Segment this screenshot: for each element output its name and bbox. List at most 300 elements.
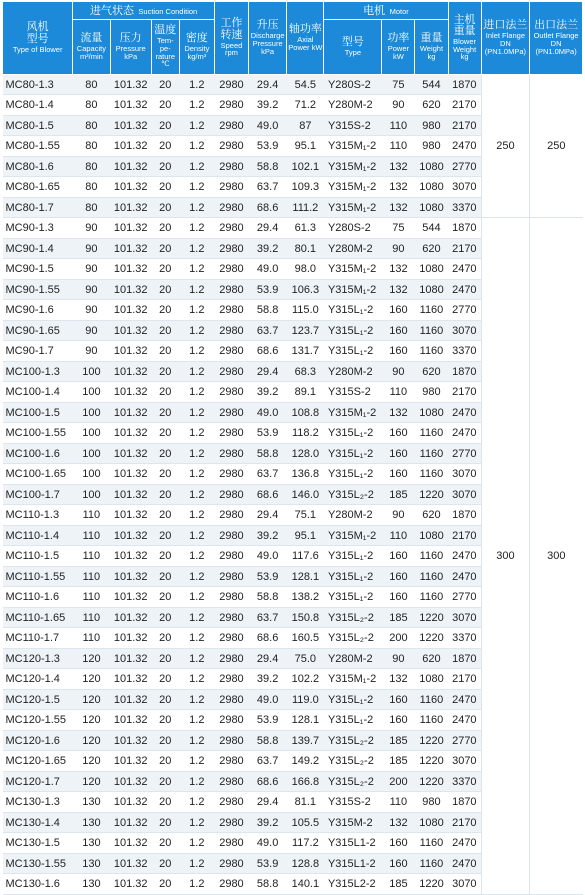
- density-cell: 1.2: [179, 300, 214, 321]
- speed-cell: 2980: [214, 710, 248, 731]
- blower-weight-cell: 3070: [448, 874, 481, 895]
- speed-cell: 2980: [214, 177, 248, 198]
- pressure-cell: 101.32: [110, 833, 151, 854]
- motor-power-cell: 90: [382, 505, 415, 526]
- capacity-cell: 110: [73, 587, 110, 608]
- speed-cell: 2980: [214, 402, 248, 423]
- capacity-cell: 120: [73, 730, 110, 751]
- discharge-pressure-cell: 29.4: [249, 218, 287, 239]
- motor-power-cell: 90: [382, 361, 415, 382]
- discharge-pressure-cell: 63.7: [249, 320, 287, 341]
- capacity-cell: 130: [73, 874, 110, 895]
- motor-power-cell: 160: [382, 853, 415, 874]
- model-cell: MC120-1.4: [3, 669, 73, 690]
- motor-power-cell: 160: [382, 300, 415, 321]
- motor-power-cell: 132: [382, 279, 415, 300]
- motor-power-cell: 185: [382, 607, 415, 628]
- discharge-pressure-cell: 53.9: [249, 279, 287, 300]
- speed-cell: 2980: [214, 115, 248, 136]
- motor-type-cell: Y315L₂-2: [324, 607, 382, 628]
- capacity-cell: 80: [73, 197, 110, 218]
- speed-cell: 2980: [214, 341, 248, 362]
- axial-power-cell: 119.0: [287, 689, 324, 710]
- col-motor-power: 功率 Power kW: [382, 19, 415, 74]
- pressure-cell: 101.32: [110, 648, 151, 669]
- temperature-cell: 20: [151, 730, 179, 751]
- col-density: 密度 Density kg/m³: [179, 19, 214, 74]
- temperature-cell: 20: [151, 95, 179, 116]
- motor-power-cell: 90: [382, 95, 415, 116]
- model-cell: MC120-1.7: [3, 771, 73, 792]
- motor-weight-cell: 1160: [415, 443, 448, 464]
- density-cell: 1.2: [179, 730, 214, 751]
- capacity-cell: 120: [73, 771, 110, 792]
- motor-weight-cell: 1080: [415, 279, 448, 300]
- blower-weight-cell: 2470: [448, 566, 481, 587]
- motor-weight-cell: 1160: [415, 587, 448, 608]
- axial-power-cell: 150.8: [287, 607, 324, 628]
- capacity-cell: 110: [73, 525, 110, 546]
- pressure-cell: 101.32: [110, 525, 151, 546]
- temperature-cell: 20: [151, 607, 179, 628]
- discharge-pressure-cell: 68.6: [249, 484, 287, 505]
- axial-power-cell: 138.2: [287, 587, 324, 608]
- blower-weight-cell: 2470: [448, 136, 481, 157]
- model-cell: MC90-1.5: [3, 259, 73, 280]
- model-cell: MC80-1.55: [3, 136, 73, 157]
- density-cell: 1.2: [179, 587, 214, 608]
- pressure-cell: 101.32: [110, 218, 151, 239]
- axial-power-cell: 89.1: [287, 382, 324, 403]
- motor-weight-cell: 1160: [415, 320, 448, 341]
- capacity-cell: 130: [73, 833, 110, 854]
- motor-power-cell: 132: [382, 156, 415, 177]
- table-body: [3, 74, 583, 894]
- temperature-cell: 20: [151, 628, 179, 649]
- capacity-cell: 130: [73, 792, 110, 813]
- model-cell: MC100-1.55: [3, 423, 73, 444]
- model-cell: MC80-1.3: [3, 74, 73, 95]
- motor-power-cell: 132: [382, 402, 415, 423]
- motor-power-cell: 110: [382, 115, 415, 136]
- motor-power-cell: 160: [382, 689, 415, 710]
- motor-weight-cell: 1220: [415, 730, 448, 751]
- capacity-cell: 110: [73, 628, 110, 649]
- discharge-pressure-cell: 68.6: [249, 197, 287, 218]
- speed-cell: 2980: [214, 197, 248, 218]
- motor-type-cell: Y315M₁-2: [324, 669, 382, 690]
- motor-weight-cell: 1220: [415, 751, 448, 772]
- axial-power-cell: 102.2: [287, 669, 324, 690]
- axial-power-cell: 109.3: [287, 177, 324, 198]
- motor-type-cell: Y315L1-2: [324, 833, 382, 854]
- motor-weight-cell: 1220: [415, 771, 448, 792]
- motor-power-cell: 160: [382, 464, 415, 485]
- speed-cell: 2980: [214, 812, 248, 833]
- model-cell: MC80-1.7: [3, 197, 73, 218]
- temperature-cell: 20: [151, 833, 179, 854]
- pressure-cell: 101.32: [110, 730, 151, 751]
- discharge-pressure-cell: 53.9: [249, 136, 287, 157]
- density-cell: 1.2: [179, 607, 214, 628]
- pressure-cell: 101.32: [110, 115, 151, 136]
- blower-weight-cell: 2470: [448, 279, 481, 300]
- motor-type-cell: Y315S-2: [324, 792, 382, 813]
- model-cell: MC80-1.6: [3, 156, 73, 177]
- capacity-cell: 100: [73, 402, 110, 423]
- blower-weight-cell: 3370: [448, 341, 481, 362]
- axial-power-cell: 80.1: [287, 238, 324, 259]
- capacity-cell: 110: [73, 505, 110, 526]
- blower-weight-cell: 2470: [448, 402, 481, 423]
- motor-power-cell: 185: [382, 751, 415, 772]
- motor-power-cell: 200: [382, 771, 415, 792]
- blower-weight-cell: 2170: [448, 238, 481, 259]
- density-cell: 1.2: [179, 874, 214, 895]
- motor-power-cell: 160: [382, 443, 415, 464]
- temperature-cell: 20: [151, 587, 179, 608]
- model-cell: MC80-1.4: [3, 95, 73, 116]
- motor-power-cell: 160: [382, 546, 415, 567]
- motor-power-cell: 185: [382, 730, 415, 751]
- motor-power-cell: 185: [382, 484, 415, 505]
- pressure-cell: 101.32: [110, 402, 151, 423]
- speed-cell: 2980: [214, 279, 248, 300]
- density-cell: 1.2: [179, 792, 214, 813]
- speed-cell: 2980: [214, 136, 248, 157]
- density-cell: 1.2: [179, 833, 214, 854]
- motor-power-cell: 200: [382, 628, 415, 649]
- temperature-cell: 20: [151, 115, 179, 136]
- pressure-cell: 101.32: [110, 300, 151, 321]
- axial-power-cell: 71.2: [287, 95, 324, 116]
- outlet-flange-cell: 300: [530, 218, 583, 895]
- pressure-cell: 101.32: [110, 95, 151, 116]
- discharge-pressure-cell: 49.0: [249, 402, 287, 423]
- temperature-cell: 20: [151, 771, 179, 792]
- capacity-cell: 110: [73, 546, 110, 567]
- pressure-cell: 101.32: [110, 771, 151, 792]
- motor-power-cell: 110: [382, 136, 415, 157]
- discharge-pressure-cell: 68.6: [249, 628, 287, 649]
- motor-weight-cell: 544: [415, 218, 448, 239]
- motor-type-cell: Y315L₂-2: [324, 730, 382, 751]
- motor-weight-cell: 1080: [415, 669, 448, 690]
- speed-cell: 2980: [214, 546, 248, 567]
- motor-power-cell: 132: [382, 812, 415, 833]
- model-cell: MC90-1.55: [3, 279, 73, 300]
- speed-cell: 2980: [214, 505, 248, 526]
- blower-weight-cell: 1870: [448, 218, 481, 239]
- speed-cell: 2980: [214, 566, 248, 587]
- table-row: [3, 218, 583, 239]
- model-cell: MC120-1.6: [3, 730, 73, 751]
- blower-weight-cell: 2470: [448, 833, 481, 854]
- capacity-cell: 120: [73, 648, 110, 669]
- blower-weight-cell: 2770: [448, 443, 481, 464]
- pressure-cell: 101.32: [110, 628, 151, 649]
- motor-type-cell: Y315L₁-2: [324, 464, 382, 485]
- discharge-pressure-cell: 63.7: [249, 177, 287, 198]
- blower-weight-cell: 2770: [448, 156, 481, 177]
- capacity-cell: 90: [73, 300, 110, 321]
- motor-weight-cell: 1080: [415, 177, 448, 198]
- speed-cell: 2980: [214, 730, 248, 751]
- axial-power-cell: 95.1: [287, 136, 324, 157]
- motor-type-cell: Y315L₁-2: [324, 587, 382, 608]
- speed-cell: 2980: [214, 300, 248, 321]
- density-cell: 1.2: [179, 525, 214, 546]
- capacity-cell: 90: [73, 341, 110, 362]
- pressure-cell: 101.32: [110, 238, 151, 259]
- discharge-pressure-cell: 58.8: [249, 156, 287, 177]
- capacity-cell: 110: [73, 566, 110, 587]
- density-cell: 1.2: [179, 484, 214, 505]
- pressure-cell: 101.32: [110, 423, 151, 444]
- blower-weight-cell: 2470: [448, 546, 481, 567]
- density-cell: 1.2: [179, 136, 214, 157]
- motor-weight-cell: 1160: [415, 833, 448, 854]
- motor-power-cell: 132: [382, 259, 415, 280]
- motor-power-cell: 160: [382, 320, 415, 341]
- temperature-cell: 20: [151, 874, 179, 895]
- discharge-pressure-cell: 39.2: [249, 382, 287, 403]
- pressure-cell: 101.32: [110, 484, 151, 505]
- motor-type-cell: Y315M₁-2: [324, 402, 382, 423]
- motor-type-cell: Y315L₂-2: [324, 771, 382, 792]
- motor-type-cell: Y315L₁-2: [324, 689, 382, 710]
- motor-weight-cell: 1160: [415, 689, 448, 710]
- capacity-cell: 100: [73, 484, 110, 505]
- temperature-cell: 20: [151, 423, 179, 444]
- axial-power-cell: 108.8: [287, 402, 324, 423]
- table-header: [3, 2, 583, 75]
- blower-weight-cell: 2170: [448, 669, 481, 690]
- temperature-cell: 20: [151, 546, 179, 567]
- pressure-cell: 101.32: [110, 197, 151, 218]
- motor-weight-cell: 1160: [415, 300, 448, 321]
- discharge-pressure-cell: 53.9: [249, 853, 287, 874]
- temperature-cell: 20: [151, 669, 179, 690]
- axial-power-cell: 115.0: [287, 300, 324, 321]
- discharge-pressure-cell: 63.7: [249, 751, 287, 772]
- inlet-flange-cell: 300: [481, 218, 530, 895]
- blower-weight-cell: 2170: [448, 382, 481, 403]
- motor-weight-cell: 1220: [415, 628, 448, 649]
- speed-cell: 2980: [214, 423, 248, 444]
- discharge-pressure-cell: 39.2: [249, 669, 287, 690]
- temperature-cell: 20: [151, 136, 179, 157]
- capacity-cell: 90: [73, 259, 110, 280]
- pressure-cell: 101.32: [110, 443, 151, 464]
- density-cell: 1.2: [179, 218, 214, 239]
- density-cell: 1.2: [179, 546, 214, 567]
- discharge-pressure-cell: 39.2: [249, 238, 287, 259]
- motor-type-cell: Y315L₁-2: [324, 423, 382, 444]
- model-cell: MC90-1.4: [3, 238, 73, 259]
- axial-power-cell: 128.8: [287, 853, 324, 874]
- model-cell: MC90-1.65: [3, 320, 73, 341]
- pressure-cell: 101.32: [110, 792, 151, 813]
- blower-weight-cell: 2770: [448, 300, 481, 321]
- blower-weight-cell: 3070: [448, 751, 481, 772]
- col-group-suction-condition: 进气状态 Suction Condition: [73, 2, 215, 20]
- motor-type-cell: Y280M-2: [324, 238, 382, 259]
- motor-type-cell: Y315L1-2: [324, 853, 382, 874]
- temperature-cell: 20: [151, 382, 179, 403]
- model-cell: MC130-1.3: [3, 792, 73, 813]
- speed-cell: 2980: [214, 833, 248, 854]
- model-cell: MC110-1.7: [3, 628, 73, 649]
- axial-power-cell: 117.2: [287, 833, 324, 854]
- motor-weight-cell: 620: [415, 238, 448, 259]
- col-capacity: 流量 Capacity m³/min: [73, 19, 110, 74]
- model-cell: MC100-1.7: [3, 484, 73, 505]
- col-speed: 工作 转速 Speed rpm: [214, 2, 248, 75]
- temperature-cell: 20: [151, 443, 179, 464]
- motor-weight-cell: 1080: [415, 156, 448, 177]
- density-cell: 1.2: [179, 464, 214, 485]
- pressure-cell: 101.32: [110, 74, 151, 95]
- axial-power-cell: 75.0: [287, 648, 324, 669]
- motor-type-cell: Y315L₁-2: [324, 443, 382, 464]
- capacity-cell: 90: [73, 218, 110, 239]
- speed-cell: 2980: [214, 484, 248, 505]
- pressure-cell: 101.32: [110, 279, 151, 300]
- speed-cell: 2980: [214, 238, 248, 259]
- density-cell: 1.2: [179, 177, 214, 198]
- motor-type-cell: Y315L₂-2: [324, 628, 382, 649]
- motor-type-cell: Y315M₁-2: [324, 156, 382, 177]
- table-row: [3, 74, 583, 95]
- model-cell: MC80-1.5: [3, 115, 73, 136]
- capacity-cell: 100: [73, 464, 110, 485]
- temperature-cell: 20: [151, 853, 179, 874]
- speed-cell: 2980: [214, 587, 248, 608]
- blower-weight-cell: 3070: [448, 320, 481, 341]
- discharge-pressure-cell: 58.8: [249, 300, 287, 321]
- capacity-cell: 100: [73, 382, 110, 403]
- capacity-cell: 130: [73, 812, 110, 833]
- capacity-cell: 80: [73, 156, 110, 177]
- model-cell: MC80-1.65: [3, 177, 73, 198]
- blower-weight-cell: 2170: [448, 812, 481, 833]
- temperature-cell: 20: [151, 320, 179, 341]
- axial-power-cell: 117.6: [287, 546, 324, 567]
- pressure-cell: 101.32: [110, 607, 151, 628]
- motor-weight-cell: 1160: [415, 853, 448, 874]
- speed-cell: 2980: [214, 218, 248, 239]
- motor-type-cell: Y315M₁-2: [324, 279, 382, 300]
- capacity-cell: 120: [73, 669, 110, 690]
- pressure-cell: 101.32: [110, 177, 151, 198]
- capacity-cell: 80: [73, 136, 110, 157]
- axial-power-cell: 140.1: [287, 874, 324, 895]
- pressure-cell: 101.32: [110, 566, 151, 587]
- col-blower-type: 风机 型号 Type of Blower: [3, 2, 73, 75]
- motor-type-cell: Y280M-2: [324, 505, 382, 526]
- discharge-pressure-cell: 29.4: [249, 74, 287, 95]
- discharge-pressure-cell: 49.0: [249, 115, 287, 136]
- motor-type-cell: Y315L₁-2: [324, 300, 382, 321]
- temperature-cell: 20: [151, 74, 179, 95]
- blower-weight-cell: 3370: [448, 197, 481, 218]
- model-cell: MC110-1.65: [3, 607, 73, 628]
- motor-power-cell: 132: [382, 197, 415, 218]
- blower-weight-cell: 3370: [448, 771, 481, 792]
- axial-power-cell: 136.8: [287, 464, 324, 485]
- pressure-cell: 101.32: [110, 259, 151, 280]
- discharge-pressure-cell: 58.8: [249, 587, 287, 608]
- motor-weight-cell: 620: [415, 95, 448, 116]
- motor-type-cell: Y315L₁-2: [324, 710, 382, 731]
- blower-weight-cell: 1870: [448, 74, 481, 95]
- capacity-cell: 120: [73, 710, 110, 731]
- capacity-cell: 90: [73, 320, 110, 341]
- capacity-cell: 80: [73, 74, 110, 95]
- temperature-cell: 20: [151, 648, 179, 669]
- density-cell: 1.2: [179, 443, 214, 464]
- temperature-cell: 20: [151, 279, 179, 300]
- model-cell: MC120-1.65: [3, 751, 73, 772]
- temperature-cell: 20: [151, 484, 179, 505]
- axial-power-cell: 106.3: [287, 279, 324, 300]
- motor-power-cell: 160: [382, 833, 415, 854]
- speed-cell: 2980: [214, 628, 248, 649]
- pressure-cell: 101.32: [110, 361, 151, 382]
- motor-power-cell: 90: [382, 238, 415, 259]
- motor-type-cell: Y315M-2: [324, 812, 382, 833]
- blower-weight-cell: 1870: [448, 792, 481, 813]
- motor-type-cell: Y315M₁-2: [324, 197, 382, 218]
- discharge-pressure-cell: 63.7: [249, 607, 287, 628]
- capacity-cell: 120: [73, 751, 110, 772]
- model-cell: MC110-1.5: [3, 546, 73, 567]
- col-blower-weight: 主机 重量 Blower Weight kg: [448, 2, 481, 75]
- axial-power-cell: 81.1: [287, 792, 324, 813]
- speed-cell: 2980: [214, 443, 248, 464]
- temperature-cell: 20: [151, 710, 179, 731]
- col-outlet-flange: 出口法兰 Outlet Flange DN (PN1.0MPa): [530, 2, 583, 75]
- blower-weight-cell: 2470: [448, 689, 481, 710]
- model-cell: MC90-1.6: [3, 300, 73, 321]
- discharge-pressure-cell: 39.2: [249, 95, 287, 116]
- capacity-cell: 100: [73, 361, 110, 382]
- motor-power-cell: 110: [382, 382, 415, 403]
- blower-weight-cell: 2170: [448, 525, 481, 546]
- motor-weight-cell: 1160: [415, 423, 448, 444]
- axial-power-cell: 160.5: [287, 628, 324, 649]
- density-cell: 1.2: [179, 566, 214, 587]
- discharge-pressure-cell: 53.9: [249, 566, 287, 587]
- discharge-pressure-cell: 58.8: [249, 443, 287, 464]
- motor-type-cell: Y315M₁-2: [324, 259, 382, 280]
- discharge-pressure-cell: 58.8: [249, 874, 287, 895]
- motor-power-cell: 160: [382, 587, 415, 608]
- temperature-cell: 20: [151, 197, 179, 218]
- pressure-cell: 101.32: [110, 669, 151, 690]
- col-motor-weight: 重量 Weight kg: [415, 19, 448, 74]
- model-cell: MC110-1.55: [3, 566, 73, 587]
- speed-cell: 2980: [214, 382, 248, 403]
- axial-power-cell: 128.1: [287, 710, 324, 731]
- model-cell: MC120-1.3: [3, 648, 73, 669]
- model-cell: MC100-1.6: [3, 443, 73, 464]
- pressure-cell: 101.32: [110, 751, 151, 772]
- density-cell: 1.2: [179, 423, 214, 444]
- capacity-cell: 90: [73, 238, 110, 259]
- temperature-cell: 20: [151, 402, 179, 423]
